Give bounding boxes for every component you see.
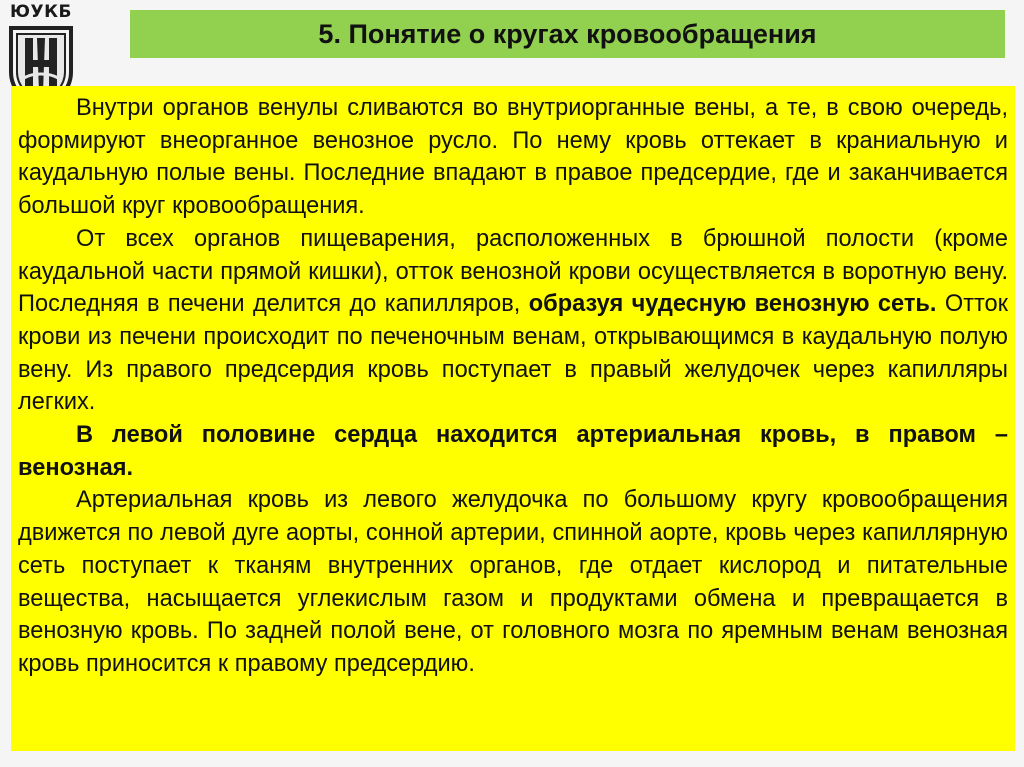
paragraph-1-text: Внутри органов венулы сливаются во внутриорганные вены, а те, в свою очередь, формируют внеорганное венозное русло. По нему кровь оттекает в краниальную и каудальную полые вены. Последние впадают в правое предсердие, где и заканчивается большой круг кровообращения.: [18, 95, 1008, 220]
paragraph-2-bold-text: образуя чудесную венозную сеть.: [528, 291, 937, 318]
paragraph-4-text: Артериальная кровь из левого желудочка по большому кругу кровообращения движется по левой дуге аорты, сонной артерии, спинной аорте, кровь через капиллярную сеть поступает к тканям внутренних органов, где отдает кислород и питательные вещества, насыщается углекислым газом и продуктами обмена и превращается в венозную кровь. По задней полой вене, от головного мозга по яремным венам венозная кровь приносится к правому предсердию.: [18, 487, 1008, 677]
paragraph-2-text-end: Отток крови из печени происходит по печеночным венам, открывающимся в каудальную полую вену. Из правого предсердия кровь поступает в правый желудочек через капилляры легких.: [18, 291, 1008, 416]
paragraph-1: [18, 92, 1008, 223]
slide-title: 5. Понятие о кругах кровообращения: [318, 18, 817, 49]
paragraph-3-bold-text: В левой половине сердца находится артериальная кровь, в правом – венозная.: [18, 422, 1008, 481]
content-box: [11, 86, 1015, 751]
title-bar: [130, 10, 1005, 58]
logo-text: ЮУКБ: [10, 2, 72, 22]
paragraph-2-text-start: От всех органов пищеварения, расположенных в брюшной полости (кроме каудальной части прямой кишки), отток венозной крови осуществляется в воротную вену. Последняя в печени делится до капилляров,: [18, 225, 1008, 318]
paragraph-2: [18, 223, 1008, 419]
paragraph-3: [18, 419, 1008, 484]
paragraph-4: [18, 484, 1008, 680]
